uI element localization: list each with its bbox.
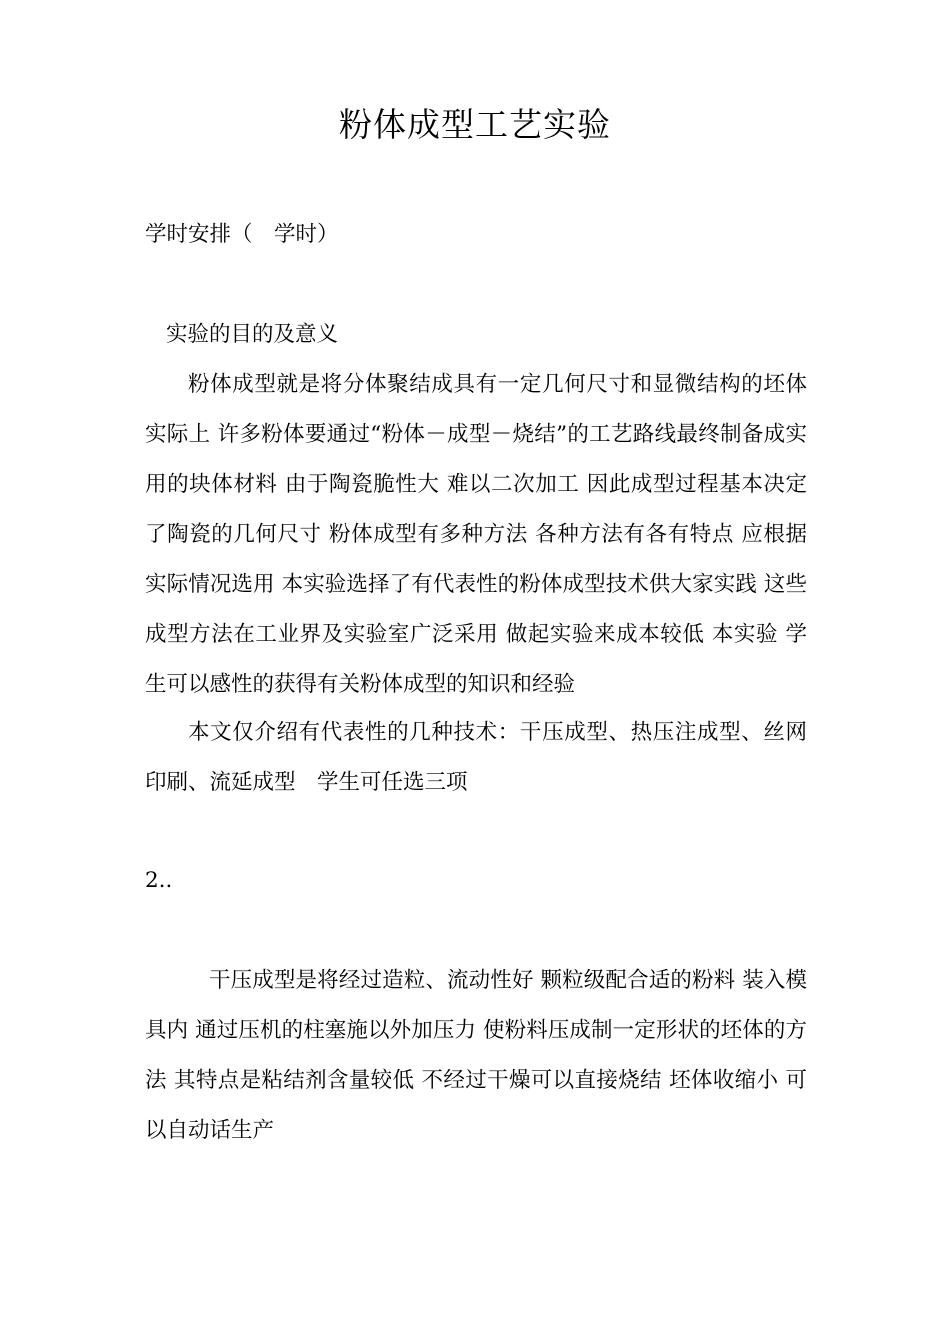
paragraph-dry-pressing: 干压成型是将经过造粒、流动性好 颗粒级配合适的粉料 装入模具内 通过压机的柱塞施以外加压力 使粉料压成制一定形状的坯体的方法 其特点是粘结剂含量较低 不经过干燥可以直接烧结 坯体收缩小 可以自动话生产 bbox=[145, 968, 807, 1143]
section-number: 2.. bbox=[145, 868, 173, 893]
paragraph-purpose: 粉体成型就是将分体聚结成具有一定几何尺寸和显微结构的坯体 实际上 许多粉体要通过“粉体－成型－烧结”的工艺路线最终制备成实用的块体材料 由于陶瓷脆性大 难以二次加工 因此成型过程基本决定了陶瓷的几何尺寸 粉体成型有多种方法 各种方法有各有特点 应根据实际情况选用 本实验选择了有代表性的粉体成型技术供大家实践 这些成型方法在工业界及实验室广泛采用 做起实验来成本较低 本实验 学生可以感性的获得有关粉体成型的知识和经验 bbox=[145, 372, 807, 697]
hours-arrangement: 学时安排（ 学时） bbox=[145, 222, 339, 247]
document-title: 粉体成型工艺实验 bbox=[339, 105, 611, 144]
section-heading-purpose: 实验的目的及意义 bbox=[166, 322, 339, 347]
paragraph-techniques: 本文仅介绍有代表性的几种技术：干压成型、热压注成型、丝网印刷、流延成型 学生可任选三项 bbox=[145, 720, 807, 795]
